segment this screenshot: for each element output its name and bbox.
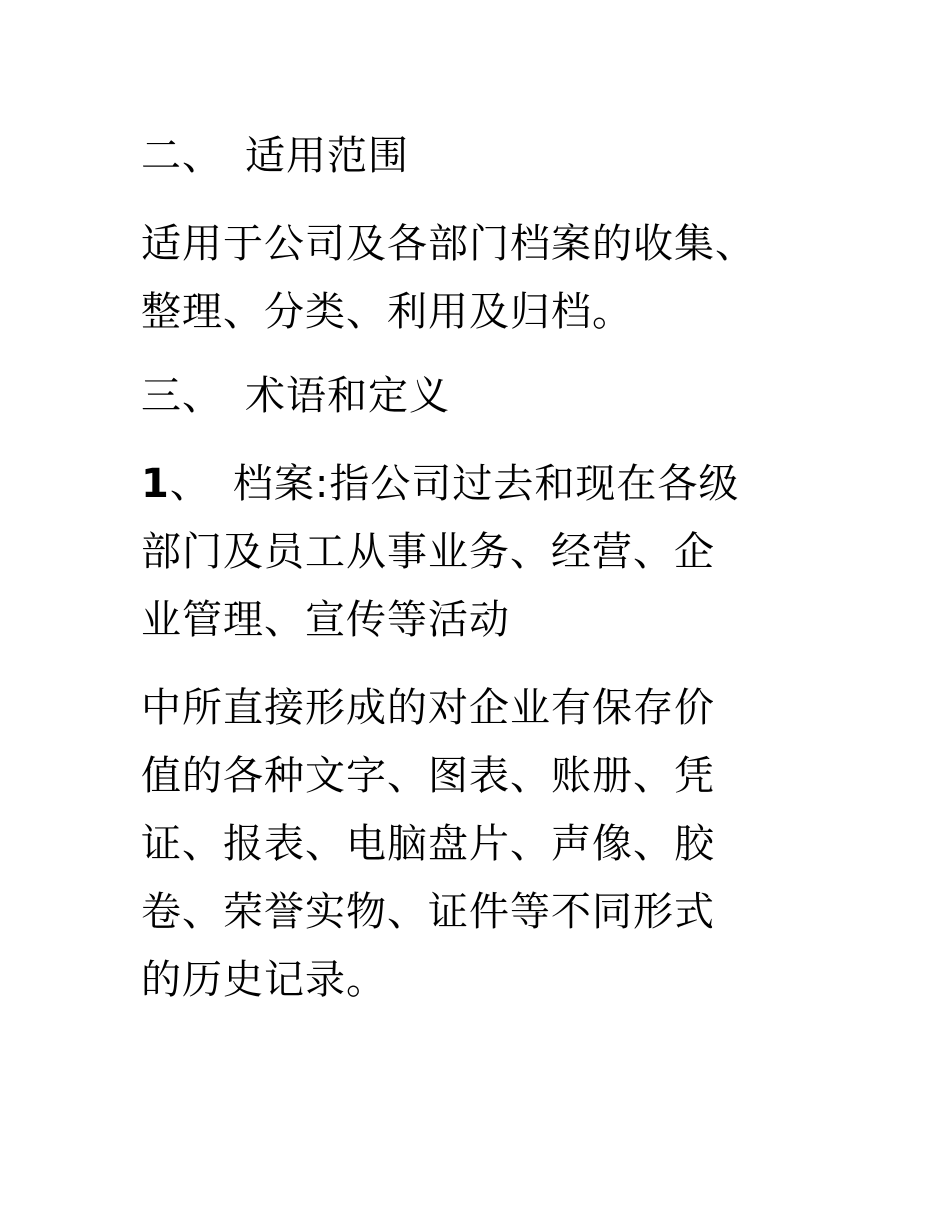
section-3-heading (141, 372, 450, 420)
definition-item-1-line-1 (141, 460, 739, 508)
definition-paragraph-line-4: 卷、荣誉实物、证件等不同形式 (141, 889, 715, 935)
definition-item-1-line-3: 业管理、宣传等活动 (141, 597, 510, 643)
definition-paragraph-line-2: 值的各种文字、图表、账册、凭 (141, 753, 715, 799)
definition-item-separator: 、 (169, 461, 211, 507)
definition-item-text: 档案:指公司过去和现在各级 (232, 461, 740, 507)
section-2-body-line-2: 整理、分类、利用及归档。 (141, 289, 633, 335)
section-3-title: 术语和定义 (245, 373, 450, 419)
section-2-title: 适用范围 (245, 133, 409, 179)
definition-item-1-line-2: 部门及员工从事业务、经营、企 (141, 529, 715, 575)
section-2-number: 二、 (141, 133, 223, 179)
definition-paragraph-line-3: 证、报表、电脑盘片、声像、胶 (141, 821, 715, 867)
definition-paragraph-line-1: 中所直接形成的对企业有保存价 (141, 685, 715, 731)
definition-paragraph-line-5: 的历史记录。 (141, 957, 387, 1003)
section-3-number: 三、 (141, 373, 223, 419)
section-2-body-line-1: 适用于公司及各部门档案的收集、 (141, 221, 756, 267)
definition-item-number: 1 (141, 461, 170, 507)
section-2-heading (141, 132, 409, 180)
